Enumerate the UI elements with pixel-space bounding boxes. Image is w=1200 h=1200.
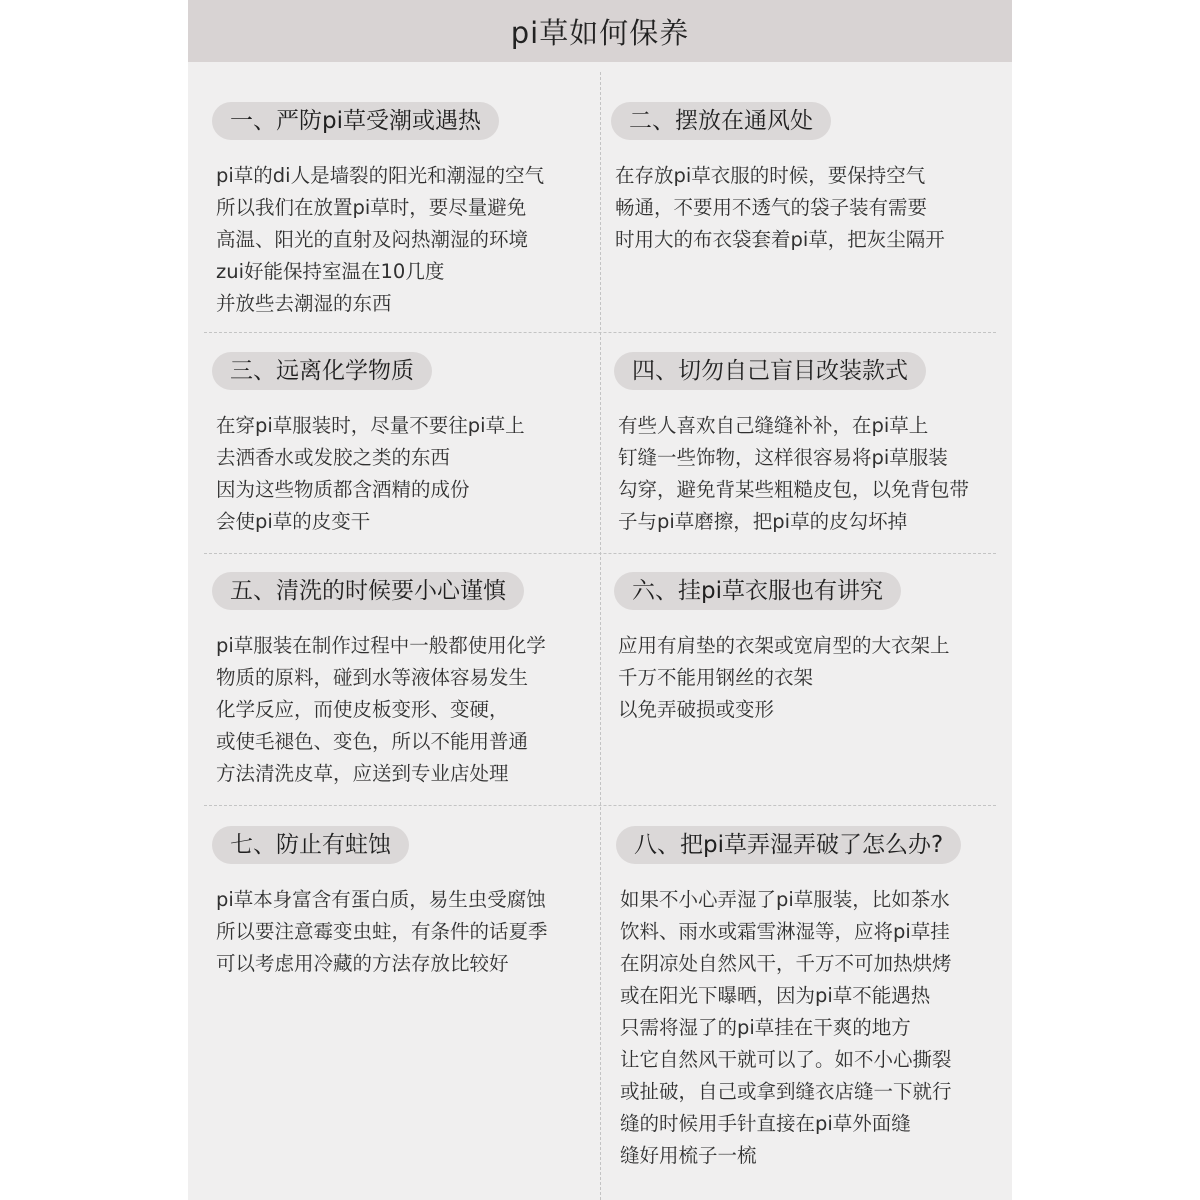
body-line: 有些人喜欢自己缝缝补补，在pi草上 bbox=[618, 414, 929, 437]
body-line: 子与pi草磨擦，把pi草的皮勾坏掉 bbox=[618, 510, 908, 533]
row-divider-3 bbox=[204, 805, 996, 806]
section-6-title: 六、挂pi草衣服也有讲究 bbox=[614, 572, 901, 610]
section-6 bbox=[614, 572, 950, 726]
body-line: 让它自然风干就可以了。如不小心撕裂 bbox=[620, 1048, 952, 1071]
body-line: 饮料、雨水或霜雪淋湿等，应将pi草挂 bbox=[620, 920, 950, 943]
body-line: zui好能保持室温在10几度 bbox=[216, 260, 445, 283]
section-3-title: 三、远离化学物质 bbox=[212, 352, 432, 390]
section-5-title: 五、清洗的时候要小心谨慎 bbox=[212, 572, 524, 610]
section-1-body bbox=[212, 160, 544, 320]
body-line: 或扯破，自己或拿到缝衣店缝一下就行 bbox=[620, 1080, 952, 1103]
section-3-body bbox=[212, 410, 525, 538]
body-line: pi草服装在制作过程中一般都使用化学 bbox=[216, 634, 546, 657]
section-8-body bbox=[616, 884, 961, 1172]
section-4-title: 四、切勿自己盲目改装款式 bbox=[614, 352, 926, 390]
column-divider bbox=[600, 72, 601, 1200]
header-bar bbox=[188, 0, 1012, 62]
body-line: 去洒香水或发胶之类的东西 bbox=[216, 446, 451, 469]
body-line: 缝好用梳子一梳 bbox=[620, 1144, 757, 1167]
section-8 bbox=[616, 826, 961, 1172]
body-line: 只需将湿了的pi草挂在干爽的地方 bbox=[620, 1016, 911, 1039]
section-7-title: 七、防止有蛀蚀 bbox=[212, 826, 409, 864]
body-line: 在阴凉处自然风干，千万不可加热烘烤 bbox=[620, 952, 952, 975]
section-7-body bbox=[212, 884, 548, 980]
body-line: 千万不能用钢丝的衣架 bbox=[618, 666, 814, 689]
body-line: pi草本身富含有蛋白质，易生虫受腐蚀 bbox=[216, 888, 546, 911]
body-line: 会使pi草的皮变干 bbox=[216, 510, 371, 533]
care-guide-card bbox=[188, 0, 1012, 1200]
section-2-title: 二、摆放在通风处 bbox=[611, 102, 831, 140]
body-line: 或使毛褪色、变色，所以不能用普通 bbox=[216, 730, 529, 753]
section-4 bbox=[614, 352, 969, 538]
section-5 bbox=[212, 572, 546, 790]
body-line: 在穿pi草服装时，尽量不要往pi草上 bbox=[216, 414, 525, 437]
section-2-body bbox=[611, 160, 945, 256]
body-line: 时用大的布衣袋套着pi草，把灰尘隔开 bbox=[615, 228, 945, 251]
body-line: 化学反应，而使皮板变形、变硬， bbox=[216, 698, 509, 721]
page-title: pi草如何保养 bbox=[510, 15, 690, 50]
section-2 bbox=[611, 102, 945, 256]
body-line: 因为这些物质都含酒精的成份 bbox=[216, 478, 470, 501]
section-1 bbox=[212, 102, 544, 320]
body-line: 在存放pi草衣服的时候，要保持空气 bbox=[615, 164, 926, 187]
body-line: 应用有肩垫的衣架或宽肩型的大衣架上 bbox=[618, 634, 950, 657]
body-line: 如果不小心弄湿了pi草服装，比如茶水 bbox=[620, 888, 950, 911]
section-4-body bbox=[614, 410, 969, 538]
section-8-title: 八、把pi草弄湿弄破了怎么办? bbox=[616, 826, 961, 864]
body-line: 或在阳光下曝晒，因为pi草不能遇热 bbox=[620, 984, 931, 1007]
body-line: pi草的di人是墙裂的阳光和潮湿的空气 bbox=[216, 164, 545, 187]
body-line: 所以我们在放置pi草时，要尽量避免 bbox=[216, 196, 527, 219]
body-line: 所以要注意霉变虫蛀，有条件的话夏季 bbox=[216, 920, 548, 943]
row-divider-1 bbox=[204, 332, 996, 333]
body-line: 并放些去潮湿的东西 bbox=[216, 292, 392, 315]
body-line: 高温、阳光的直射及闷热潮湿的环境 bbox=[216, 228, 529, 251]
section-7 bbox=[212, 826, 548, 980]
section-3 bbox=[212, 352, 525, 538]
body-line: 勾穿，避免背某些粗糙皮包，以免背包带 bbox=[618, 478, 970, 501]
body-line: 可以考虑用冷藏的方法存放比较好 bbox=[216, 952, 509, 975]
body-line: 以免弄破损或变形 bbox=[618, 698, 775, 721]
body-line: 物质的原料，碰到水等液体容易发生 bbox=[216, 666, 529, 689]
body-line: 钉缝一些饰物，这样很容易将pi草服装 bbox=[618, 446, 948, 469]
body-line: 方法清洗皮草，应送到专业店处理 bbox=[216, 762, 509, 785]
body-line: 畅通，不要用不透气的袋子装有需要 bbox=[615, 196, 928, 219]
section-1-title: 一、严防pi草受潮或遇热 bbox=[212, 102, 499, 140]
body-line: 缝的时候用手针直接在pi草外面缝 bbox=[620, 1112, 911, 1135]
section-5-body bbox=[212, 630, 546, 790]
row-divider-2 bbox=[204, 553, 996, 554]
section-6-body bbox=[614, 630, 950, 726]
